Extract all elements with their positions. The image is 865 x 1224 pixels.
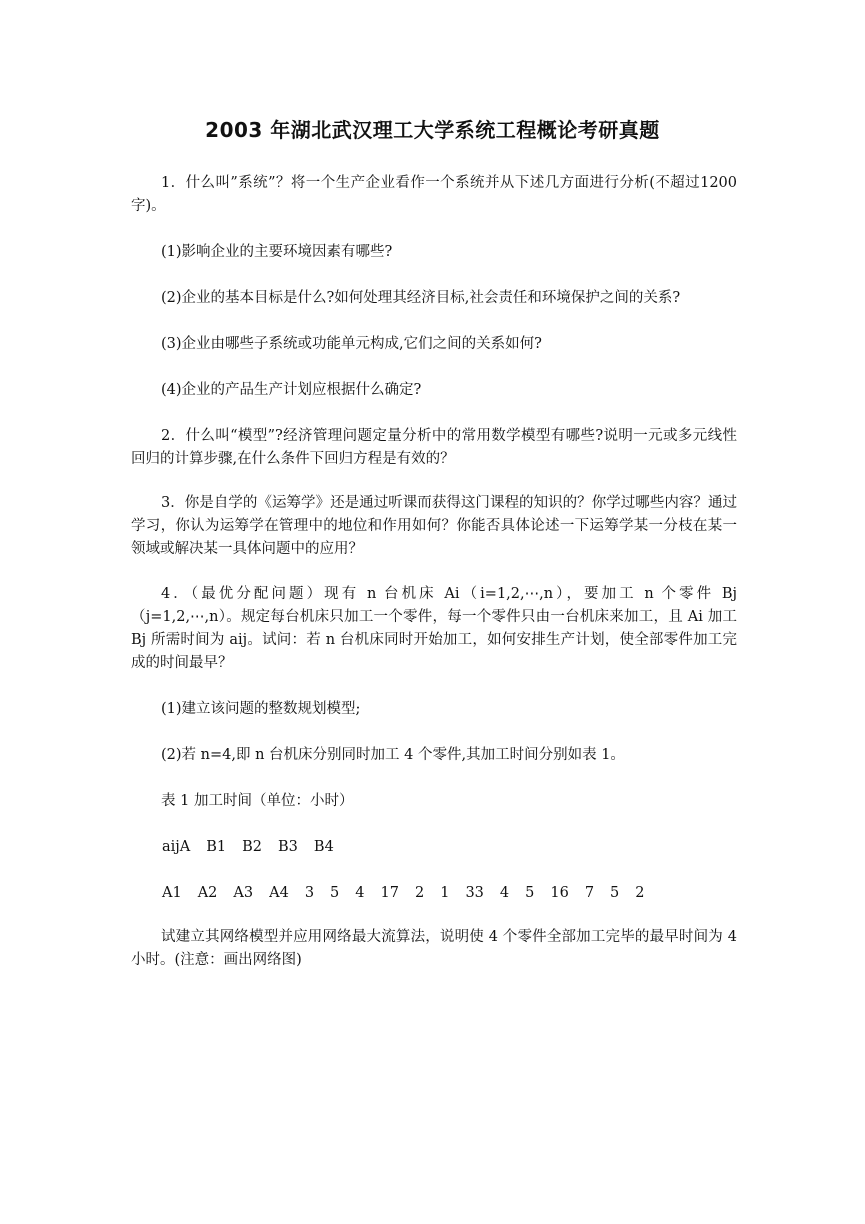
question-1-item-1: (1)影响企业的主要环境因素有哪些? (161, 244, 393, 260)
table-cell: 5 (330, 885, 340, 901)
question-1-item-4: (4)企业的产品生产计划应根据什么确定? (161, 382, 422, 398)
question-1: 1．什么叫”系统”？将一个生产企业看作一个系统并从下述几方面进行分析(不超过1200 字)。 (131, 175, 737, 214)
table-cell: B1 (206, 839, 227, 855)
table-cell: 2 (414, 885, 425, 901)
table-cell: 33 (465, 885, 484, 901)
question-4-item-2: (2)若 n=4,即 n 台机床分别同时加工 4 个零件,其加工时间分别如表 1。 (161, 747, 625, 763)
table-cell: 5 (610, 885, 620, 901)
question-2: 2．什么叫“模型”?经济管理问题定量分析中的常用数学模型有哪些?说明一元或多元线性回归的计算步骤,在什么条件下回归方程是有效的？ (131, 428, 737, 467)
table-cell: B2 (242, 839, 263, 855)
page-title: 2003 年湖北武汉理工大学系统工程概论考研真题 (205, 118, 660, 142)
table-cell: aijA (162, 839, 191, 855)
question-1-item-3: (3)企业由哪些子系统或功能单元构成,它们之间的关系如何? (161, 336, 542, 352)
question-4-item-1: (1)建立该问题的整数规划模型; (161, 701, 361, 717)
table-cell: 5 (525, 885, 535, 901)
table-cell: B4 (313, 839, 334, 855)
table-cell: 16 (550, 885, 569, 901)
question-1-item-2: (2)企业的基本目标是什么?如何处理其经济目标,社会责任和环境保护之间的关系? (161, 290, 681, 306)
table-cell: A1 (162, 885, 182, 901)
closing-paragraph: 试建立其网络模型并应用网络最大流算法，说明使 4 个零件全部加工完毕的最早时间为 4 小时。(注意：画出网络图) (131, 929, 737, 968)
table-cell: A3 (233, 885, 254, 901)
question-3: 3．你是自学的《运筹学》还是通过听课而获得这门课程的知识的？你学过哪些内容？通过学习，你认为运筹学在管理中的地位和作用如何？你能否具体论述一下运筹学某一分枝在某一领域或解决某一具体问题中的应用？ (131, 495, 737, 557)
table-cell: 2 (635, 885, 645, 901)
table-cell: 4 (499, 885, 510, 901)
table-data-row (162, 882, 661, 905)
table-cell: 17 (380, 885, 399, 901)
table-cell: B3 (278, 839, 298, 855)
table-header-row (162, 836, 350, 859)
table-cell: 7 (584, 885, 595, 901)
table-caption: 表 1 加工时间（单位：小时） (161, 793, 354, 809)
table-cell: 3 (304, 885, 315, 901)
table-cell: A2 (197, 885, 218, 901)
table-cell: A4 (269, 885, 289, 901)
table-cell: 4 (355, 885, 365, 901)
table-cell: 1 (440, 885, 450, 901)
question-4: 4．（最优分配问题）现有 n 台机床 Ai（i=1,2,⋯,n），要加工 n 个零件 Bj（j=1,2,⋯,n）。规定每台机床只加工一个零件，每一个零件只由一台机床来加工，且 Ai 加工 Bj 所需时间为 aij。试问：若 n 台机床同时开始加工，如何安排生产计划，使全部零件加工完成的时间最早？ (131, 586, 737, 671)
